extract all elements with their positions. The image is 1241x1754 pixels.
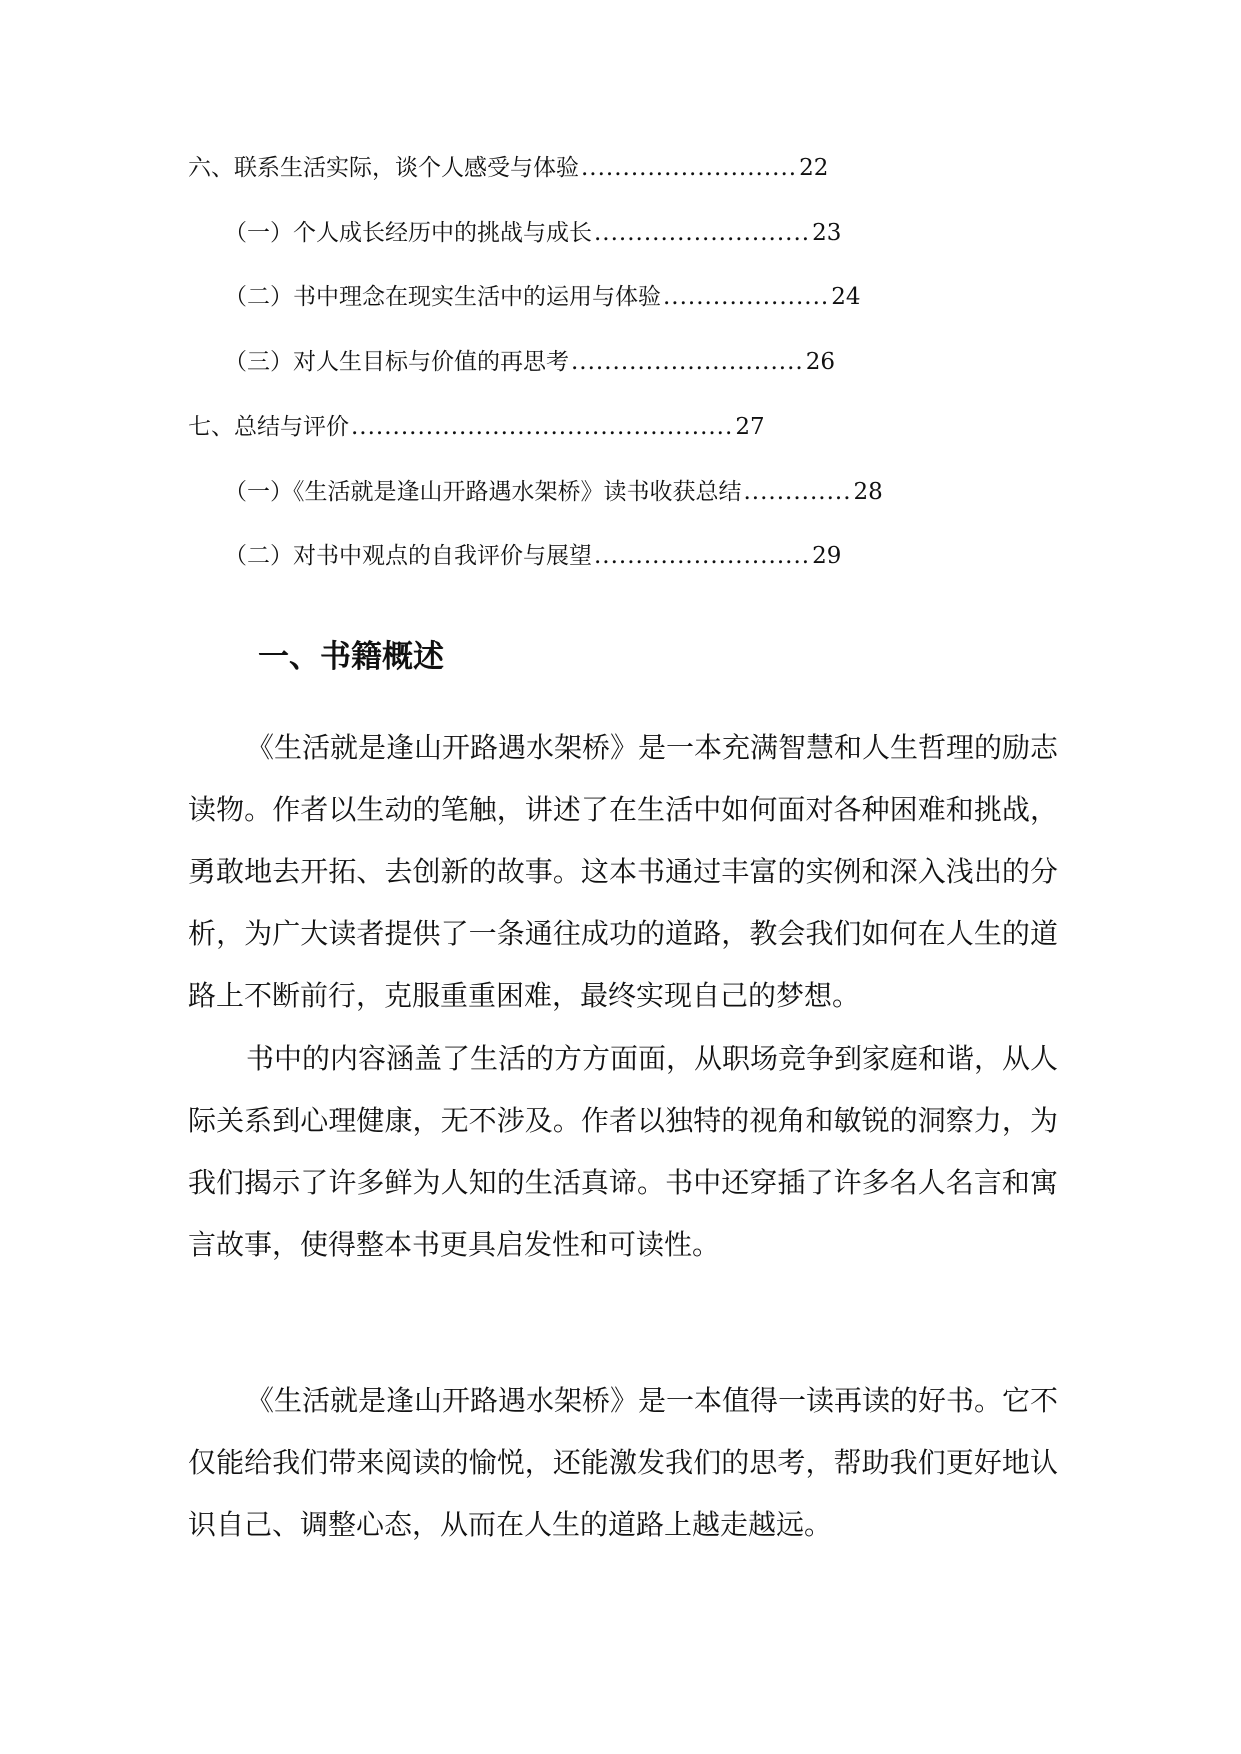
toc-leader-dots: .................... xyxy=(663,284,830,310)
toc-page-number: 27 xyxy=(735,414,765,440)
toc-entry[interactable] xyxy=(224,282,861,312)
toc-entry[interactable] xyxy=(224,477,883,507)
toc-page-number: 29 xyxy=(812,543,842,569)
toc-leader-dots: .......................... xyxy=(594,220,811,246)
toc-page-number: 26 xyxy=(805,349,835,375)
toc-entry[interactable] xyxy=(224,541,841,571)
toc-leader-dots: ............................ xyxy=(571,349,804,375)
toc-page-number: 22 xyxy=(799,155,829,181)
toc-entry-title: 六、联系生活实际，谈个人感受与体验 xyxy=(188,155,579,181)
toc-entry[interactable] xyxy=(224,347,835,377)
toc-entry[interactable] xyxy=(224,218,841,248)
toc-page-number: 28 xyxy=(853,479,883,505)
toc-entry-title: （三）对人生目标与价值的再思考 xyxy=(224,349,569,375)
toc-entry-title: （一）《生活就是逢山开路遇水架桥》读书收获总结 xyxy=(224,479,742,505)
toc-page-number: 23 xyxy=(812,220,842,246)
body-paragraph: 《生活就是逢山开路遇水架桥》是一本值得一读再读的好书。它不仅能给我们带来阅读的愉悦，还能激发我们的思考，帮助我们更好地认识自己、调整心态，从而在人生的道路上越走越远。 xyxy=(188,1384,1059,1541)
toc-entry-title: （一）个人成长经历中的挑战与成长 xyxy=(224,220,592,246)
body-paragraph: 书中的内容涵盖了生活的方方面面，从职场竞争到家庭和谐，从人际关系到心理健康，无不涉及。作者以独特的视角和敏锐的洞察力，为我们揭示了许多鲜为人知的生活真谛。书中还穿插了许多名人名言和寓言故事，使得整本书更具启发性和可读性。 xyxy=(188,1042,1059,1261)
toc-page-number: 24 xyxy=(831,284,861,310)
toc-leader-dots: .............................................. xyxy=(351,414,734,440)
toc-leader-dots: .......................... xyxy=(581,155,798,181)
toc-entry[interactable] xyxy=(188,153,828,183)
toc-leader-dots: .......................... xyxy=(594,543,811,569)
body-paragraph: 《生活就是逢山开路遇水架桥》是一本充满智慧和人生哲理的励志读物。作者以生动的笔触，讲述了在生活中如何面对各种困难和挑战，勇敢地去开拓、去创新的故事。这本书通过丰富的实例和深入浅出的分析，为广大读者提供了一条通往成功的道路，教会我们如何在人生的道路上不断前行，克服重重困难，最终实现自己的梦想。 xyxy=(188,731,1059,1012)
toc-entry-title: （二）书中理念在现实生活中的运用与体验 xyxy=(224,284,661,310)
toc-entry-title: 七、总结与评价 xyxy=(188,414,349,440)
toc-entry-title: （二）对书中观点的自我评价与展望 xyxy=(224,543,592,569)
toc-entry[interactable] xyxy=(188,412,765,442)
section-heading: 一、书籍概述 xyxy=(258,639,444,675)
toc-leader-dots: ............. xyxy=(743,479,852,505)
